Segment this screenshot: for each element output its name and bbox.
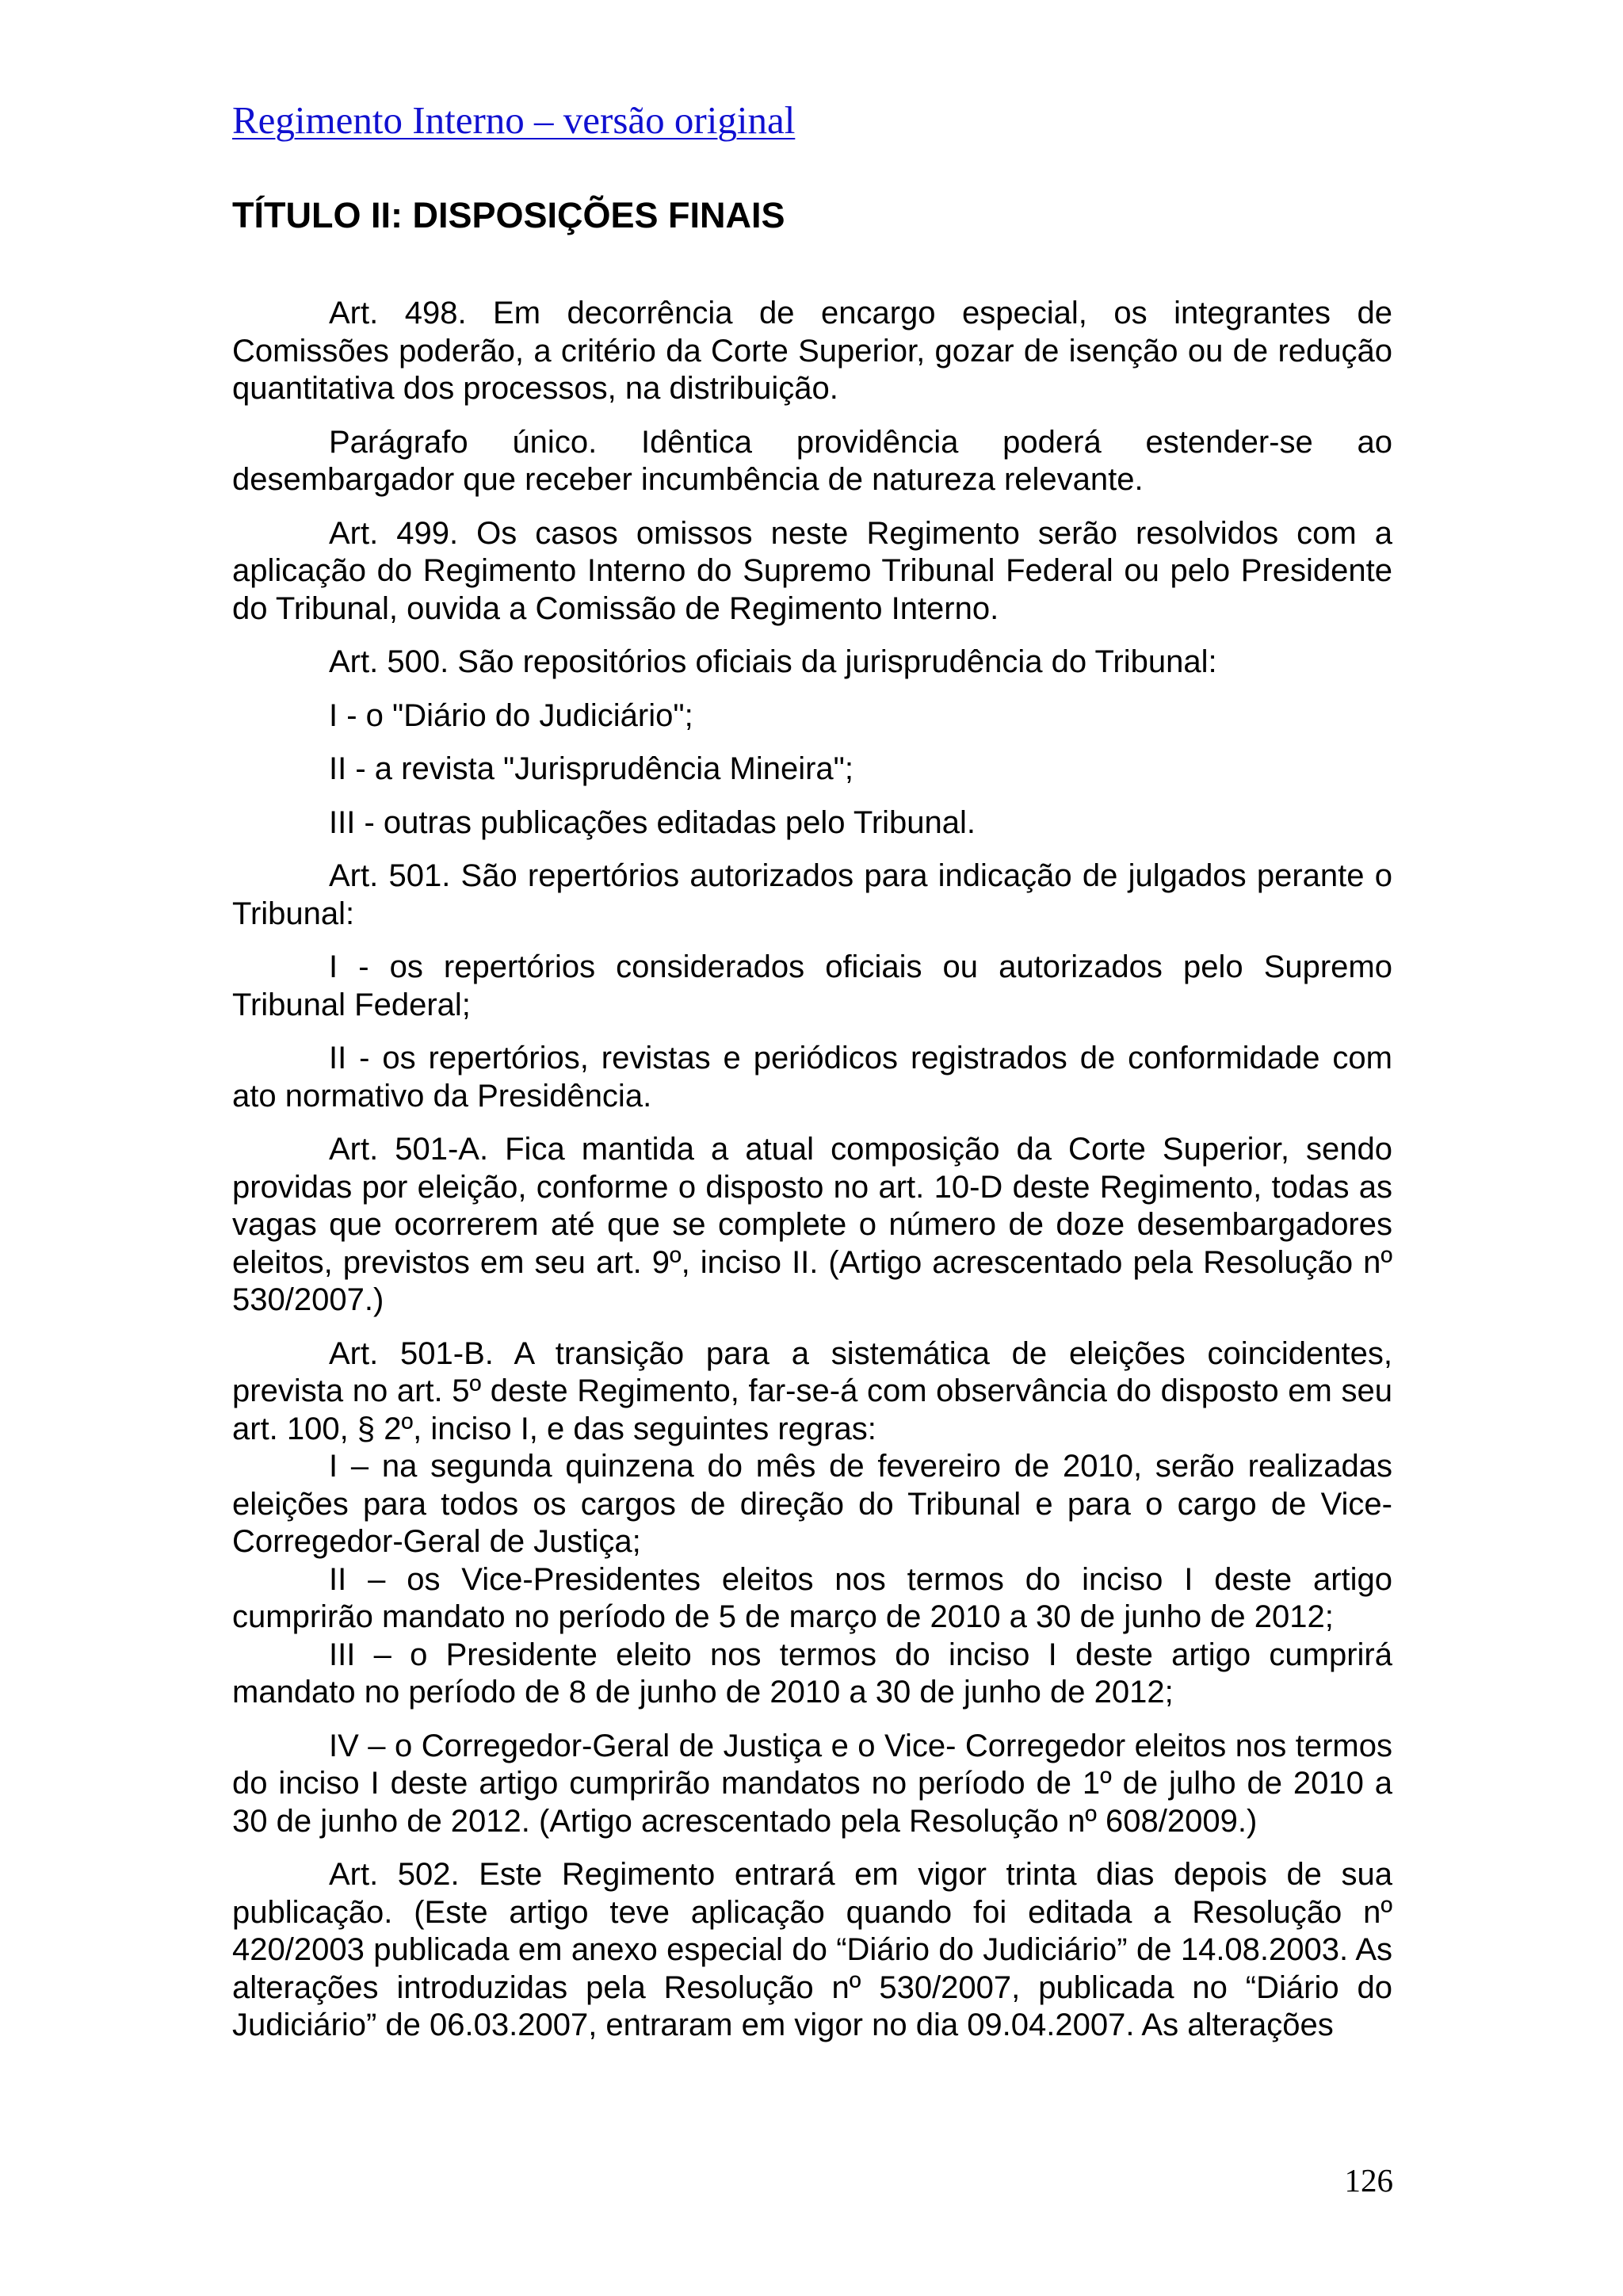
paragraph-art-501-item-ii: II - os repertórios, revistas e periódicos registrados de conformidade com ato normativo da Presidência. bbox=[232, 1041, 1392, 1114]
section-title: TÍTULO II: DISPOSIÇÕES FINAIS bbox=[232, 195, 785, 235]
paragraph-art-501-b: Art. 501-B. A transição para a sistemática de eleições coincidentes, prevista no art. 5º deste Regimento, far-se-á com observância do disposto em seu art. 100, § 2º, inciso I, e das seguintes regras: bbox=[232, 1335, 1392, 1446]
paragraph-art-501-b-item-iv: IV – o Corregedor-Geral de Justiça e o Vice- Corregedor eleitos nos termos do inciso I deste artigo cumprirão mandatos no período de 1º de julho de 2010 a 30 de junho de 2012. (Artigo acrescentado pela Resolução nº 608/2009.) bbox=[232, 1728, 1392, 1839]
paragraph-art-502: Art. 502. Este Regimento entrará em vigor trinta dias depois de sua publicação. (Este artigo teve aplicação quando foi editada a Resolução nº 420/2003 publicada em anexo especial do “Diário do Judiciário” de 14.08.2003. As alterações introduzidas pela Resolução nº 530/2007, publicada no “Diário do Judiciário” de 06.03.2007, entraram em vigor no dia 09.04.2007. As alterações bbox=[232, 1857, 1392, 2042]
paragraph-art-499: Art. 499. Os casos omissos neste Regimento serão resolvidos com a aplicação do Regimento Interno do Supremo Tribunal Federal ou pelo Presidente do Tribunal, ouvida a Comissão de Regimento Interno. bbox=[232, 515, 1392, 626]
paragraph-art-501-a: Art. 501-A. Fica mantida a atual composição da Corte Superior, sendo providas por eleição, conforme o disposto no art. 10-D deste Regimento, todas as vagas que ocorrerem até que se complete o número de doze desembargadores eleitos, previstos em seu art. 9º, inciso II. (Artigo acrescentado pela Resolução nº 530/2007.) bbox=[232, 1132, 1392, 1317]
paragraph-art-501: Art. 501. São repertórios autorizados para indicação de julgados perante o Tribunal: bbox=[232, 858, 1392, 931]
paragraph-art-500: Art. 500. São repositórios oficiais da jurisprudência do Tribunal: bbox=[329, 644, 1217, 679]
paragraph-art-500-item-ii: II - a revista "Jurisprudência Mineira"; bbox=[329, 751, 854, 786]
page-number: 126 bbox=[1344, 2162, 1393, 2199]
paragraph-art-498: Art. 498. Em decorrência de encargo especial, os integrantes de Comissões poderão, a critério da Corte Superior, gozar de isenção ou de redução quantitativa dos processos, na distribuição. bbox=[232, 296, 1392, 406]
paragraph-art-501-item-i: I - os repertórios considerados oficiais ou autorizados pelo Supremo Tribunal Federal; bbox=[232, 949, 1392, 1022]
paragraph-art-500-item-i: I - o "Diário do Judiciário"; bbox=[329, 697, 693, 733]
paragraph-art-501-b-item-ii: II – os Vice-Presidentes eleitos nos termos do inciso I deste artigo cumprirão mandato no período de 5 de março de 2010 a 30 de junho de 2012; bbox=[232, 1561, 1392, 1634]
header-link[interactable]: Regimento Interno – versão original bbox=[232, 98, 796, 142]
paragraph-art-501-b-item-i: I – na segunda quinzena do mês de fevereiro de 2010, serão realizadas eleições para todos os cargos de direção do Tribunal e para o cargo de Vice-Corregedor-Geral de Justiça; bbox=[232, 1449, 1392, 1559]
paragraph-art-501-b-item-iii: III – o Presidente eleito nos termos do inciso I deste artigo cumprirá mandato no período de 8 de junho de 2010 a 30 de junho de 2012; bbox=[232, 1637, 1392, 1710]
document-body bbox=[232, 295, 1392, 2045]
paragraph-art-500-item-iii: III - outras publicações editadas pelo Tribunal. bbox=[329, 804, 976, 840]
paragraph-art-498-sole-paragraph: Parágrafo único. Idêntica providência poderá estender-se ao desembargador que receber incumbência de natureza relevante. bbox=[232, 424, 1392, 497]
